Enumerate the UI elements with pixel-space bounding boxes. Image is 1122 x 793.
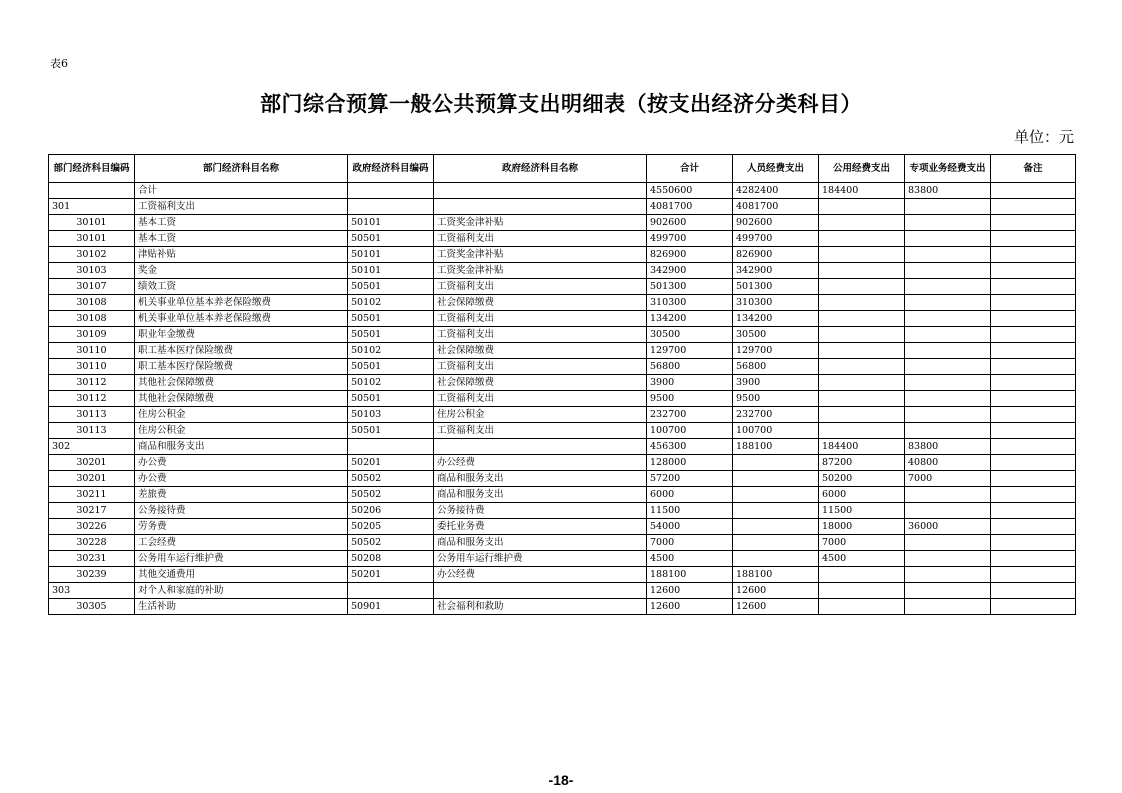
cell-total: 56800: [647, 359, 733, 375]
cell-dept-name: 机关事业单位基本养老保险缴费: [135, 311, 348, 327]
cell-note: [991, 231, 1076, 247]
cell-personnel: 188100: [733, 439, 819, 455]
cell-personnel: 4282400: [733, 183, 819, 199]
cell-gov-code: 50102: [348, 375, 434, 391]
cell-dept-code: 30201: [49, 455, 135, 471]
table-row: [49, 215, 1076, 231]
table-row: [49, 503, 1076, 519]
header-note: 备注: [991, 155, 1076, 183]
cell-personnel: 3900: [733, 375, 819, 391]
cell-total: 4081700: [647, 199, 733, 215]
cell-gov-code: 50206: [348, 503, 434, 519]
cell-dept-name: 住房公积金: [135, 423, 348, 439]
table-row: [49, 535, 1076, 551]
cell-dept-code: [49, 183, 135, 199]
cell-dept-name: 职业年金缴费: [135, 327, 348, 343]
cell-special: [905, 295, 991, 311]
cell-dept-code: 30110: [49, 359, 135, 375]
cell-gov-name: 商品和服务支出: [434, 487, 647, 503]
cell-gov-name: 工资奖金津补贴: [434, 215, 647, 231]
cell-note: [991, 183, 1076, 199]
table-row: [49, 391, 1076, 407]
document-title: 部门综合预算一般公共预算支出明细表（按支出经济分类科目）: [260, 92, 862, 116]
cell-personnel: [733, 519, 819, 535]
cell-total: 342900: [647, 263, 733, 279]
cell-gov-name: 社会保障缴费: [434, 375, 647, 391]
cell-note: [991, 551, 1076, 567]
cell-total: 11500: [647, 503, 733, 519]
cell-note: [991, 343, 1076, 359]
cell-dept-name: 津贴补贴: [135, 247, 348, 263]
cell-personnel: 56800: [733, 359, 819, 375]
cell-personnel: [733, 535, 819, 551]
cell-gov-name: 工资福利支出: [434, 391, 647, 407]
table-row: [49, 311, 1076, 327]
cell-special: [905, 583, 991, 599]
cell-note: [991, 471, 1076, 487]
cell-gov-name: [434, 183, 647, 199]
cell-dept-code: 30101: [49, 215, 135, 231]
cell-gov-code: 50101: [348, 215, 434, 231]
cell-gov-name: 商品和服务支出: [434, 471, 647, 487]
cell-dept-name: 工会经费: [135, 535, 348, 551]
cell-note: [991, 391, 1076, 407]
header-special: 专项业务经费支出: [905, 155, 991, 183]
table-row: [49, 407, 1076, 423]
table-body: [49, 183, 1076, 615]
cell-gov-code: 50501: [348, 391, 434, 407]
cell-total: 134200: [647, 311, 733, 327]
table-row: [49, 487, 1076, 503]
table-row: [49, 519, 1076, 535]
cell-gov-name: 社会保障缴费: [434, 343, 647, 359]
cell-gov-code: 50101: [348, 263, 434, 279]
cell-total: 128000: [647, 455, 733, 471]
cell-total: 9500: [647, 391, 733, 407]
table-row: [49, 263, 1076, 279]
cell-gov-code: 50502: [348, 535, 434, 551]
cell-dept-name: 基本工资: [135, 215, 348, 231]
cell-gov-code: 50102: [348, 343, 434, 359]
cell-gov-name: 工资奖金津补贴: [434, 263, 647, 279]
table-row: [49, 455, 1076, 471]
cell-gov-code: 50501: [348, 231, 434, 247]
cell-gov-name: 工资福利支出: [434, 359, 647, 375]
header-personnel: 人员经费支出: [733, 155, 819, 183]
cell-special: [905, 327, 991, 343]
cell-special: [905, 247, 991, 263]
cell-note: [991, 439, 1076, 455]
cell-total: 188100: [647, 567, 733, 583]
cell-gov-code: 50501: [348, 327, 434, 343]
cell-special: [905, 503, 991, 519]
cell-total: 456300: [647, 439, 733, 455]
cell-dept-name: 办公费: [135, 471, 348, 487]
cell-total: 6000: [647, 487, 733, 503]
cell-personnel: 4081700: [733, 199, 819, 215]
cell-total: 129700: [647, 343, 733, 359]
cell-public: [819, 423, 905, 439]
cell-note: [991, 247, 1076, 263]
cell-total: 232700: [647, 407, 733, 423]
cell-public: 18000: [819, 519, 905, 535]
cell-personnel: 232700: [733, 407, 819, 423]
cell-personnel: 9500: [733, 391, 819, 407]
cell-note: [991, 199, 1076, 215]
cell-dept-name: 公务用车运行维护费: [135, 551, 348, 567]
cell-gov-code: [348, 183, 434, 199]
table-row: [49, 551, 1076, 567]
cell-public: [819, 311, 905, 327]
header-dept-name: 部门经济科目名称: [135, 155, 348, 183]
cell-public: [819, 359, 905, 375]
cell-personnel: [733, 487, 819, 503]
cell-special: [905, 599, 991, 615]
cell-gov-code: 50502: [348, 471, 434, 487]
cell-personnel: 902600: [733, 215, 819, 231]
cell-note: [991, 455, 1076, 471]
cell-gov-name: 工资福利支出: [434, 327, 647, 343]
cell-dept-name: 其他社会保障缴费: [135, 375, 348, 391]
cell-gov-name: [434, 199, 647, 215]
cell-note: [991, 311, 1076, 327]
cell-note: [991, 423, 1076, 439]
cell-dept-code: 30110: [49, 343, 135, 359]
cell-note: [991, 407, 1076, 423]
unit-label: 单位：元: [1013, 128, 1074, 146]
cell-special: 7000: [905, 471, 991, 487]
cell-total: 3900: [647, 375, 733, 391]
cell-gov-name: 办公经费: [434, 567, 647, 583]
cell-note: [991, 599, 1076, 615]
cell-gov-name: 委托业务费: [434, 519, 647, 535]
cell-gov-code: 50102: [348, 295, 434, 311]
cell-dept-name: 公务接待费: [135, 503, 348, 519]
cell-dept-name: 其他交通费用: [135, 567, 348, 583]
cell-total: 57200: [647, 471, 733, 487]
cell-public: [819, 199, 905, 215]
cell-personnel: 134200: [733, 311, 819, 327]
cell-special: [905, 359, 991, 375]
cell-gov-name: 社会福利和救助: [434, 599, 647, 615]
cell-gov-code: [348, 199, 434, 215]
cell-special: [905, 231, 991, 247]
cell-total: 12600: [647, 583, 733, 599]
page-number: -18-: [548, 772, 574, 788]
cell-dept-code: 302: [49, 439, 135, 455]
cell-gov-code: 50501: [348, 359, 434, 375]
cell-gov-code: 50901: [348, 599, 434, 615]
cell-personnel: [733, 471, 819, 487]
cell-dept-code: 30103: [49, 263, 135, 279]
cell-personnel: 12600: [733, 599, 819, 615]
table-row: [49, 199, 1076, 215]
cell-public: 87200: [819, 455, 905, 471]
table-row: [49, 375, 1076, 391]
cell-total: 30500: [647, 327, 733, 343]
cell-gov-code: [348, 583, 434, 599]
cell-gov-name: [434, 439, 647, 455]
cell-public: [819, 343, 905, 359]
cell-dept-name: 绩效工资: [135, 279, 348, 295]
table-header-row: [49, 155, 1076, 183]
cell-dept-code: 30201: [49, 471, 135, 487]
cell-total: 826900: [647, 247, 733, 263]
cell-dept-code: 30109: [49, 327, 135, 343]
cell-personnel: 499700: [733, 231, 819, 247]
cell-dept-code: 30226: [49, 519, 135, 535]
cell-special: [905, 311, 991, 327]
table-row: [49, 231, 1076, 247]
cell-note: [991, 519, 1076, 535]
cell-special: 83800: [905, 183, 991, 199]
cell-public: [819, 263, 905, 279]
cell-gov-code: 50201: [348, 455, 434, 471]
cell-dept-code: 30107: [49, 279, 135, 295]
cell-public: [819, 391, 905, 407]
cell-gov-code: 50502: [348, 487, 434, 503]
table-row: [49, 583, 1076, 599]
cell-public: 6000: [819, 487, 905, 503]
cell-personnel: [733, 455, 819, 471]
cell-dept-code: 301: [49, 199, 135, 215]
cell-public: 11500: [819, 503, 905, 519]
cell-special: [905, 391, 991, 407]
cell-note: [991, 279, 1076, 295]
cell-special: [905, 343, 991, 359]
cell-dept-code: 30108: [49, 295, 135, 311]
cell-dept-code: 30113: [49, 407, 135, 423]
cell-total: 310300: [647, 295, 733, 311]
cell-total: 12600: [647, 599, 733, 615]
cell-gov-code: 50208: [348, 551, 434, 567]
cell-note: [991, 583, 1076, 599]
table-row: [49, 423, 1076, 439]
cell-personnel: 129700: [733, 343, 819, 359]
cell-total: 54000: [647, 519, 733, 535]
cell-public: 50200: [819, 471, 905, 487]
cell-gov-name: 工资奖金津补贴: [434, 247, 647, 263]
cell-note: [991, 535, 1076, 551]
cell-dept-code: 30231: [49, 551, 135, 567]
cell-special: 36000: [905, 519, 991, 535]
cell-dept-name: 机关事业单位基本养老保险缴费: [135, 295, 348, 311]
cell-public: [819, 583, 905, 599]
cell-dept-name: 对个人和家庭的补助: [135, 583, 348, 599]
cell-dept-name: 差旅费: [135, 487, 348, 503]
cell-gov-name: 工资福利支出: [434, 423, 647, 439]
table-row: [49, 327, 1076, 343]
cell-dept-name: 职工基本医疗保险缴费: [135, 343, 348, 359]
cell-gov-name: 公务用车运行维护费: [434, 551, 647, 567]
cell-personnel: 12600: [733, 583, 819, 599]
cell-note: [991, 375, 1076, 391]
cell-public: 184400: [819, 439, 905, 455]
cell-public: [819, 407, 905, 423]
cell-gov-name: 工资福利支出: [434, 311, 647, 327]
cell-public: [819, 215, 905, 231]
cell-dept-code: 30228: [49, 535, 135, 551]
table-row: [49, 439, 1076, 455]
table-row: [49, 599, 1076, 615]
cell-total: 4500: [647, 551, 733, 567]
cell-dept-name: 住房公积金: [135, 407, 348, 423]
cell-dept-name: 奖金: [135, 263, 348, 279]
cell-gov-code: 50103: [348, 407, 434, 423]
expenditure-detail-table: [48, 154, 1076, 615]
cell-dept-code: 30108: [49, 311, 135, 327]
cell-dept-code: 30217: [49, 503, 135, 519]
cell-note: [991, 359, 1076, 375]
cell-gov-name: 社会保障缴费: [434, 295, 647, 311]
cell-special: [905, 535, 991, 551]
cell-personnel: 188100: [733, 567, 819, 583]
cell-dept-code: 303: [49, 583, 135, 599]
cell-gov-code: 50501: [348, 279, 434, 295]
cell-gov-name: 商品和服务支出: [434, 535, 647, 551]
cell-total: 7000: [647, 535, 733, 551]
header-public: 公用经费支出: [819, 155, 905, 183]
cell-total: 499700: [647, 231, 733, 247]
cell-dept-code: 30239: [49, 567, 135, 583]
table-row: [49, 471, 1076, 487]
cell-gov-code: 50501: [348, 423, 434, 439]
cell-gov-code: 50205: [348, 519, 434, 535]
cell-gov-name: 工资福利支出: [434, 231, 647, 247]
cell-gov-name: 工资福利支出: [434, 279, 647, 295]
header-gov-name: 政府经济科目名称: [434, 155, 647, 183]
cell-gov-name: [434, 583, 647, 599]
cell-gov-name: 住房公积金: [434, 407, 647, 423]
table-row: [49, 279, 1076, 295]
cell-dept-code: 30102: [49, 247, 135, 263]
cell-note: [991, 215, 1076, 231]
cell-note: [991, 263, 1076, 279]
cell-dept-name: 劳务费: [135, 519, 348, 535]
header-dept-code: 部门经济科目编码: [49, 155, 135, 183]
cell-note: [991, 327, 1076, 343]
cell-gov-code: 50101: [348, 247, 434, 263]
cell-note: [991, 487, 1076, 503]
cell-dept-name: 商品和服务支出: [135, 439, 348, 455]
cell-dept-name: 办公费: [135, 455, 348, 471]
cell-public: 7000: [819, 535, 905, 551]
table-number-label: 表6: [50, 57, 68, 70]
header-total: 合计: [647, 155, 733, 183]
cell-public: 184400: [819, 183, 905, 199]
cell-dept-name: 基本工资: [135, 231, 348, 247]
cell-public: [819, 231, 905, 247]
cell-note: [991, 503, 1076, 519]
cell-public: [819, 375, 905, 391]
cell-personnel: 100700: [733, 423, 819, 439]
cell-special: [905, 567, 991, 583]
cell-special: [905, 551, 991, 567]
cell-total: 4550600: [647, 183, 733, 199]
cell-personnel: 826900: [733, 247, 819, 263]
cell-personnel: [733, 503, 819, 519]
cell-total: 902600: [647, 215, 733, 231]
table-row: [49, 343, 1076, 359]
cell-dept-name: 工资福利支出: [135, 199, 348, 215]
cell-public: [819, 295, 905, 311]
table-row: [49, 359, 1076, 375]
cell-total: 501300: [647, 279, 733, 295]
cell-public: [819, 567, 905, 583]
cell-note: [991, 295, 1076, 311]
cell-gov-code: 50201: [348, 567, 434, 583]
table-row: [49, 247, 1076, 263]
cell-dept-name: 其他社会保障缴费: [135, 391, 348, 407]
cell-public: [819, 599, 905, 615]
cell-special: [905, 407, 991, 423]
cell-note: [991, 567, 1076, 583]
cell-gov-code: 50501: [348, 311, 434, 327]
cell-personnel: 342900: [733, 263, 819, 279]
cell-special: [905, 263, 991, 279]
cell-dept-code: 30305: [49, 599, 135, 615]
cell-personnel: 310300: [733, 295, 819, 311]
cell-public: [819, 327, 905, 343]
cell-gov-name: 办公经费: [434, 455, 647, 471]
cell-total: 100700: [647, 423, 733, 439]
cell-personnel: 30500: [733, 327, 819, 343]
table-row: [49, 295, 1076, 311]
cell-dept-code: 30113: [49, 423, 135, 439]
table-row: [49, 567, 1076, 583]
cell-dept-name: 合计: [135, 183, 348, 199]
cell-special: 83800: [905, 439, 991, 455]
cell-special: [905, 423, 991, 439]
cell-gov-code: [348, 439, 434, 455]
cell-special: [905, 487, 991, 503]
cell-public: 4500: [819, 551, 905, 567]
cell-dept-name: 职工基本医疗保险缴费: [135, 359, 348, 375]
table-row: [49, 183, 1076, 199]
cell-gov-name: 公务接待费: [434, 503, 647, 519]
cell-special: 40800: [905, 455, 991, 471]
cell-dept-code: 30101: [49, 231, 135, 247]
cell-personnel: [733, 551, 819, 567]
cell-special: [905, 199, 991, 215]
cell-public: [819, 247, 905, 263]
cell-dept-name: 生活补助: [135, 599, 348, 615]
cell-public: [819, 279, 905, 295]
header-gov-code: 政府经济科目编码: [348, 155, 434, 183]
cell-special: [905, 215, 991, 231]
cell-dept-code: 30112: [49, 391, 135, 407]
cell-personnel: 501300: [733, 279, 819, 295]
cell-dept-code: 30112: [49, 375, 135, 391]
cell-special: [905, 375, 991, 391]
cell-special: [905, 279, 991, 295]
cell-dept-code: 30211: [49, 487, 135, 503]
